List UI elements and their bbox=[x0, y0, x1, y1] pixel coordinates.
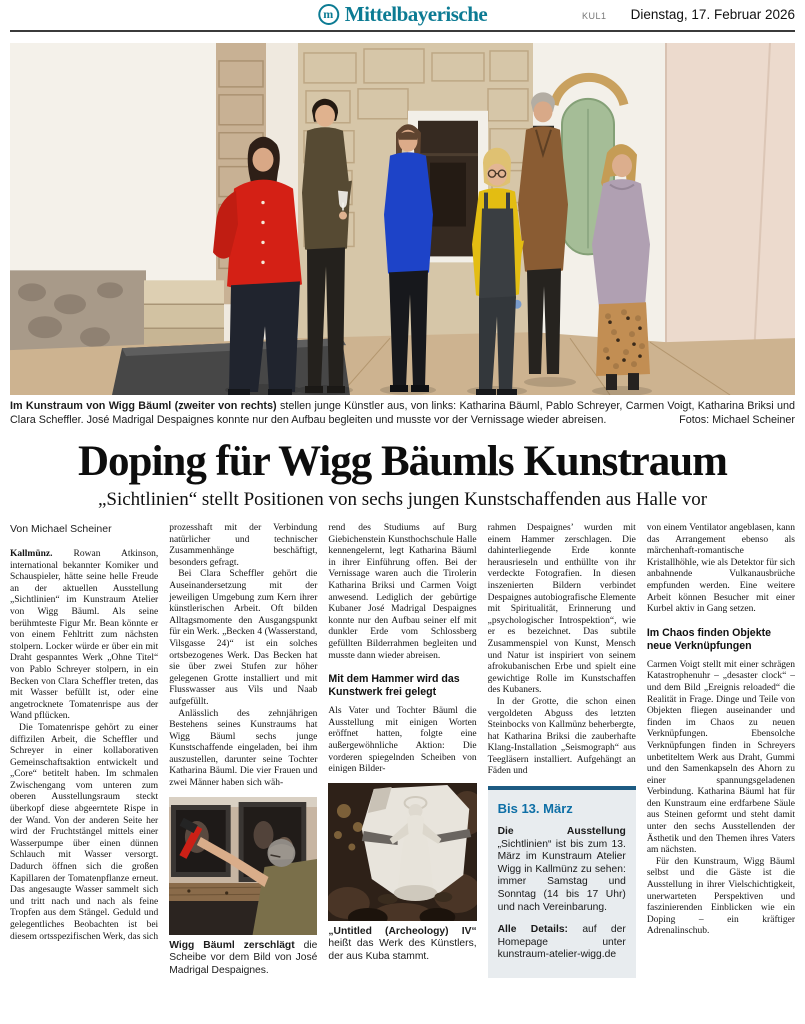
photo-artwork-caption: „Untitled (Archeology) IV“ heißt das Werk des Künstlers, der aus Kuba stammt. bbox=[328, 925, 477, 963]
homepage-url: auf der Homepage unter kunstraum-atelier-wigg.de bbox=[497, 924, 626, 961]
photo-hammer-action bbox=[169, 797, 317, 935]
headline: Doping für Wigg Bäumls Kunstraum bbox=[77, 438, 727, 485]
column-4 bbox=[488, 523, 636, 1009]
body-paragraph: rend des Studiums auf Burg Giebichenstein Kunsthochschule Halle kennengelernt, legt Katharina Bäuml in ihrer Einführung offen. Bei der Vernissage waren auch die Tirolerin Katharina Briksi und Carmen Voigt anwesend. Lediglich der gebürtige Kubaner José Madrigal Despaignes konnte nur den Aufbau seiner elf mit dunkler Erde vom Schlossberg gefüllten Bilderrahmen begleiten und musste dann wieder abreisen. bbox=[328, 523, 477, 661]
caption-text: stellen junge Künstler aus, von links: Katharina Bäuml, Pablo Schreyer, Carmen Voigt, Katharina Briksi und Clara Scheffler. José Madrigal Despaignes konnte nur den Aufbau begleiten und musste vor der Vernissage wieder abreisen. bbox=[10, 400, 795, 426]
masthead bbox=[10, 0, 795, 32]
body-paragraph: Die Tomatenrispe gehört zu einer diffizilen Arbeit, die Scheffler und Schreyer in einer kollaborativen Gemeinschaftsaktion entwickelt und „Core“ betitelt haben. Im schmalen Zwischengang vom unteren zum oberen Ausstellungsraum steckt überkopf diese abgeerntete Rispe in der Wand. Von der anderen Seite her wird der Fruchtstängel mittels einer Wasserpumpe über einen dünnen Schlauch mit Wasser versorgt. Dadurch öffnen sich die großen Kapillaren der Tomatenpflanze erneut. Das angesaugte Wasser sammelt sich und tritt nach und nach als feine Tropfen aus dem Stängel. Geduld und gelegentliches Beobachten ist bei diesem ortsspezifischen Werk, das sich bbox=[10, 722, 159, 942]
photo-artwork-art bbox=[328, 783, 476, 921]
vernissage-group-photo-art bbox=[10, 43, 795, 395]
infobox-paragraph: Die Ausstellung „Sichtlinien“ ist bis zum 13. März im Kunstraum Atelier Wigg in Kallmünz zu sehen: immer Samstag und Sonntag (14 bis 17 Uhr) und nach Vereinbarung. bbox=[497, 826, 626, 913]
photo-credit: Fotos: Michael Scheiner bbox=[671, 414, 795, 428]
column-3 bbox=[328, 523, 476, 1009]
body-paragraph: Carmen Voigt stellt mit einer schrägen Katastrophenuhr – „desaster clock“ – und dem Bild „Ereignis reloaded“ die Realität in Frage. Dinge und Teile von Objekten fliegen auseinander und finden im Chaos zu neuen Verknüpfungen. Ebensolche Verknüpfungen finden in Schreyers unbetiteltem Werk aus Draht, Gummi und den Samenkapseln des Ahorn zu einer spannungsgeladenen Verbindung. Katharina Bäuml hat für den Kunstraum eine erdfarbene Säule aus Steinen geformt und steht damit unter den sechs Ausstellenden der Ästhetik und den Themen ihres Vaters am nächsten. bbox=[646, 659, 795, 856]
body-paragraph: Kallmünz. Rowan Atkinson, international bekannter Komiker und Schauspieler, hätte seine helle Freude an der aktuellen Ausstellung „Sichtlinien“ im Kunstraum Atelier von Wigg Bäuml. Als seine berühmteste Figur Mr. Bean könnte er von einem Fehltritt zum nächsten stolpern. Locker würde er über ein mit Draht gespanntes Werk „Ohne Titel“ von Pablo Schreyer stolpern, in ein Becken von Clara Scheffler treten, das mit Wasser befüllt ist, oder eine angetrocknete Tomatenrispe aus der Wand pflücken. bbox=[10, 549, 159, 722]
body-paragraph: Als Vater und Tochter Bäuml die Ausstellung mit einigen Worten eröffnet hatten, folgte eine außergewöhnliche Aktion: Die vorderen spiegelnden Scheiben von einigen Bilder- bbox=[328, 706, 477, 775]
infobox-paragraph: Alle Details: auf der Homepage unter kunstraum-atelier-wigg.de bbox=[497, 924, 626, 961]
page-code: KUL1 bbox=[582, 11, 607, 21]
column-2 bbox=[169, 523, 317, 1009]
vernissage-group-photo bbox=[10, 43, 795, 395]
byline: Von Michael Scheiner bbox=[10, 523, 112, 535]
exhibition-infobox bbox=[488, 786, 636, 978]
photo-hammer-caption: Wigg Bäuml zerschlägt die Scheibe vor dem Bild von José Madrigal Despaignes. bbox=[169, 939, 318, 977]
column-5 bbox=[647, 523, 795, 1009]
body-paragraph: Bei Clara Scheffler gehört die Auseinandersetzung mit der jeweiligen Umgebung zum Kern ihrer künstlerischen Arbeit. Oft bilden Alltagsmomente den Ausgangspunkt für ein Werk. „Becken 4 (Wasserstand, Vilsgasse 24)“ ist ein solches ortsbezogenes Werk. Das Becken hat sie über zwei Stufen zur höher gelegenen Grotte installiert und mit Flusswasser aus Vils und Naab aufgefüllt. bbox=[169, 569, 318, 707]
body-paragraph: von einem Ventilator angeblasen, kann das Arrangement ebenso als märchenhaft-romantische Kristallhöhle, wie als Detektor für sich anbahnende Vulkanausbrüche empfunden werden. Eine weitere Arbeit können Besucher mit einer Kurbel aktiv in Gang setzen. bbox=[646, 523, 795, 615]
article-columns bbox=[10, 523, 795, 1009]
location-lead: Kallmünz. bbox=[10, 549, 53, 559]
brand-m-icon: m bbox=[318, 4, 339, 25]
body-paragraph: Für den Kunstraum, Wigg Bäuml selbst und die Gäste ist die Ausstellung in ihrer Vielschichtigkeit, unerwarteten Perspektiven und faszinierenden Einblicken wie ein Doping – ein kräftiger Adrenalinschub. bbox=[646, 856, 795, 937]
photo-hammer-art bbox=[169, 797, 317, 935]
subheadline: „Sichtlinien“ stellt Positionen von sechs jungen Kunstschaffenden aus Halle vor bbox=[97, 489, 708, 510]
issue-date: Dienstag, 17. Februar 2026 bbox=[630, 7, 795, 22]
crosshead-chaos: Im Chaos finden Objekte neue Verknüpfungen bbox=[646, 626, 772, 652]
main-photo-caption bbox=[10, 400, 795, 427]
caption-lead: Im Kunstraum von Wigg Bäuml (zweiter von rechts) bbox=[10, 400, 277, 412]
brand-logo bbox=[318, 3, 487, 25]
body-paragraph: In der Grotte, die schon einen vergoldeten Abguss des letzten Steinbocks von Kallmünz beherbergte, hat Katharina Briksi die zauberhafte Klang-Installation „Seismograph“ aus Teegläsern installiert. Aufgehängt an Fäden und bbox=[487, 696, 636, 777]
infobox-heading: Bis 13. März bbox=[497, 801, 573, 817]
body-paragraph: prozesshaft mit der Verbindung natürlicher und technischer Zusammenhänge beschäftigt, besonders gefragt. bbox=[169, 523, 318, 568]
body-paragraph: Anlässlich des zehnjährigen Bestehens seines Kunstraums hat Wigg Bäuml sechs junge Kunstschaffende eingeladen, bei ihm auszustellen, darunter seine Tochter Katharina Bäuml. Die vier Frauen und zwei Männer haben sich wäh- bbox=[169, 708, 318, 789]
body-paragraph: rahmen Despaignes’ wurden mit einem Hammer zerschlagen. Die dahinterliegende Erde konnte herausrieseln und enthüllte von ihr verdeckte Fotografien. In diesen inszenierten Bildern verbindet Despaignes autobiografische Elemente mit Spiritualität, Erinnerung und „psychologischer Introspektion“, wie er es bezeichnet. Das subtile Zusammenspiel von Kunst, Mensch und Natur ist inspiriert von seinem afrokubanischen Erbe und spielt eine gewichtige Rolle im Kunstschaffen des Kubaners. bbox=[487, 523, 636, 696]
column-1 bbox=[10, 523, 158, 1009]
crosshead-hammer: Mit dem Hammer wird das Kunstwerk frei gelegt bbox=[328, 673, 460, 699]
photo-untitled-archeology bbox=[328, 783, 476, 921]
brand-name: Mittelbayerische bbox=[344, 2, 488, 26]
